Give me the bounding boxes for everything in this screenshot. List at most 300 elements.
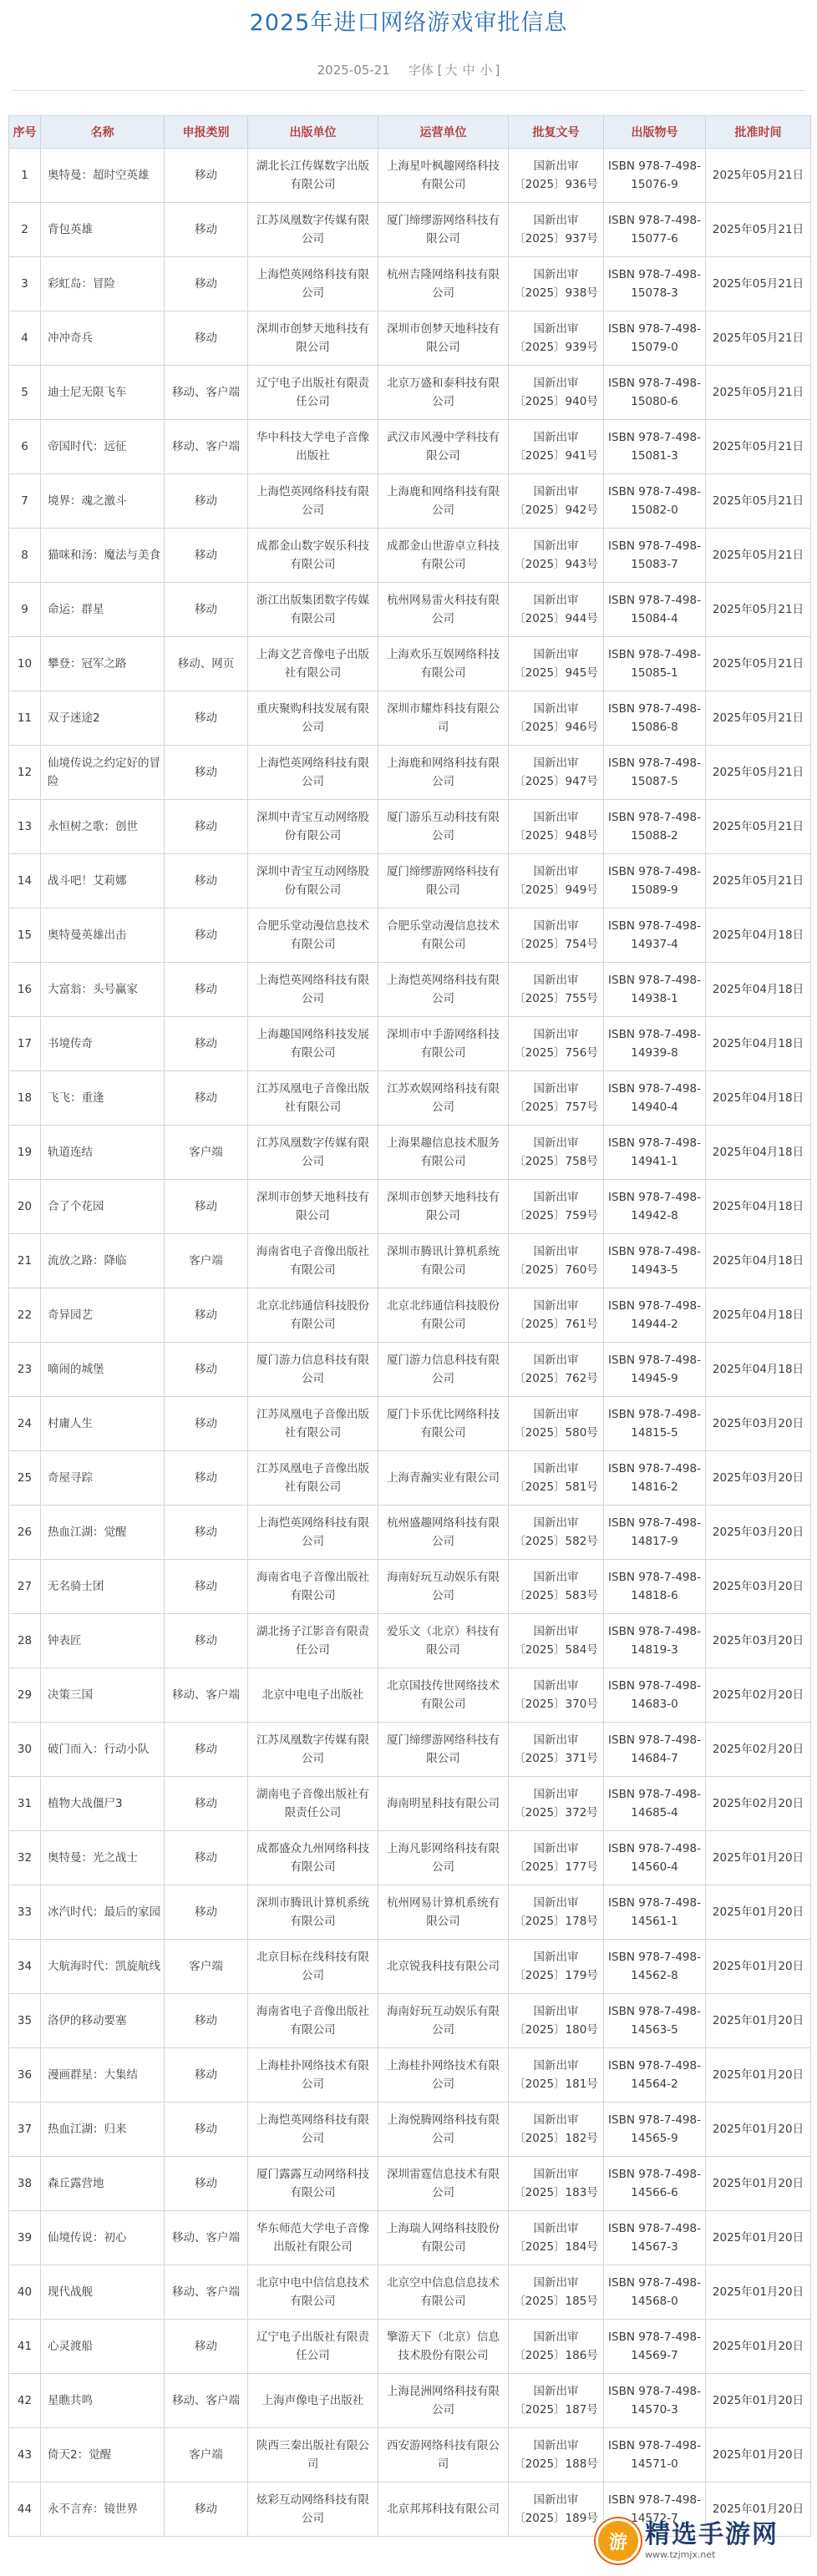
cell-approval-date: 2025年02月20日 (706, 1723, 811, 1777)
cell-name: 现代战舰 (41, 2265, 165, 2320)
cell-name: 植物大战僵尸3 (41, 1777, 165, 1831)
table-row (9, 311, 811, 366)
table-row (9, 691, 811, 746)
cell-approval-no: 国新出审〔2025〕189号 (509, 2482, 604, 2537)
cell-approval-no: 国新出审〔2025〕947号 (509, 746, 604, 800)
cell-isbn: ISBN 978-7-498-14568-0 (604, 2265, 706, 2320)
cell-category: 移动 (165, 203, 248, 257)
column-header-index: 序号 (9, 116, 41, 149)
cell-approval-no: 国新出审〔2025〕940号 (509, 366, 604, 420)
cell-approval-date: 2025年03月20日 (706, 1451, 811, 1506)
cell-isbn: ISBN 978-7-498-15081-3 (604, 420, 706, 474)
table-row (9, 257, 811, 311)
table-row (9, 2320, 811, 2374)
cell-name: 奥特曼：超时空英雄 (41, 149, 165, 203)
cell-index: 12 (9, 746, 41, 800)
cell-index: 17 (9, 1017, 41, 1071)
cell-category: 移动、客户端 (165, 2211, 248, 2265)
cell-approval-date: 2025年04月18日 (706, 1071, 811, 1126)
cell-operator: 上海鹿和网络科技有限公司 (378, 746, 509, 800)
cell-category: 客户端 (165, 1126, 248, 1180)
table-row (9, 1234, 811, 1288)
site-url: www.tzjmjx.net (645, 2549, 716, 2560)
cell-name: 轨道连结 (41, 1126, 165, 1180)
cell-name: 奇异园艺 (41, 1288, 165, 1343)
cell-name: 飞飞：重逢 (41, 1071, 165, 1126)
cell-index: 37 (9, 2103, 41, 2157)
cell-approval-no: 国新出审〔2025〕370号 (509, 1668, 604, 1723)
cell-approval-no: 国新出审〔2025〕756号 (509, 1017, 604, 1071)
cell-category: 移动 (165, 2103, 248, 2157)
cell-operator: 爱乐文（北京）科技有限公司 (378, 1614, 509, 1668)
table-row (9, 1071, 811, 1126)
cell-name: 洛伊的移动要塞 (41, 1994, 165, 2048)
cell-approval-no: 国新出审〔2025〕941号 (509, 420, 604, 474)
cell-approval-no: 国新出审〔2025〕757号 (509, 1071, 604, 1126)
cell-name: 倚天2：觉醒 (41, 2428, 165, 2482)
table-row (9, 1994, 811, 2048)
cell-name: 热血江湖：归来 (41, 2103, 165, 2157)
table-row (9, 1940, 811, 1994)
table-row (9, 1831, 811, 1885)
cell-index: 29 (9, 1668, 41, 1723)
cell-isbn: ISBN 978-7-498-14816-2 (604, 1451, 706, 1506)
cell-index: 18 (9, 1071, 41, 1126)
cell-category: 移动 (165, 257, 248, 311)
cell-publisher: 华中科技大学电子音像出版社 (248, 420, 378, 474)
table-row (9, 1451, 811, 1506)
cell-publisher: 上海声像电子出版社 (248, 2374, 378, 2428)
cell-operator: 上海欢乐互娱网络科技有限公司 (378, 637, 509, 691)
cell-approval-no: 国新出审〔2025〕182号 (509, 2103, 604, 2157)
cell-index: 11 (9, 691, 41, 746)
column-header-publisher: 出版单位 (248, 116, 378, 149)
cell-approval-no: 国新出审〔2025〕762号 (509, 1343, 604, 1397)
cell-operator: 上海凡影网络科技有限公司 (378, 1831, 509, 1885)
cell-publisher: 深圳中青宝互动网络股份有限公司 (248, 854, 378, 908)
cell-approval-date: 2025年01月20日 (706, 1885, 811, 1940)
cell-approval-date: 2025年05月21日 (706, 474, 811, 529)
cell-approval-no: 国新出审〔2025〕180号 (509, 1994, 604, 2048)
cell-name: 破门而入：行动小队 (41, 1723, 165, 1777)
cell-name: 迪士尼无限飞车 (41, 366, 165, 420)
cell-index: 39 (9, 2211, 41, 2265)
cell-name: 决策三国 (41, 1668, 165, 1723)
cell-category: 移动 (165, 1071, 248, 1126)
cell-approval-date: 2025年04月18日 (706, 1288, 811, 1343)
cell-isbn: ISBN 978-7-498-15079-0 (604, 311, 706, 366)
cell-approval-no: 国新出审〔2025〕759号 (509, 1180, 604, 1234)
cell-publisher: 湖北长江传媒数字出版有限公司 (248, 149, 378, 203)
cell-index: 25 (9, 1451, 41, 1506)
cell-publisher: 北京中电中信信息技术有限公司 (248, 2265, 378, 2320)
cell-category: 移动 (165, 1560, 248, 1614)
cell-name: 命运：群星 (41, 583, 165, 637)
table-row (9, 529, 811, 583)
cell-index: 30 (9, 1723, 41, 1777)
cell-approval-date: 2025年04月18日 (706, 1126, 811, 1180)
table-row (9, 854, 811, 908)
cell-index: 34 (9, 1940, 41, 1994)
cell-isbn: ISBN 978-7-498-15085-1 (604, 637, 706, 691)
cell-index: 28 (9, 1614, 41, 1668)
cell-index: 21 (9, 1234, 41, 1288)
cell-publisher: 海南省电子音像出版社有限公司 (248, 1994, 378, 2048)
cell-publisher: 上海恺英网络科技有限公司 (248, 1506, 378, 1560)
font-size-large-link[interactable]: 大 (444, 63, 458, 78)
table-row (9, 2211, 811, 2265)
cell-category: 移动 (165, 1288, 248, 1343)
cell-approval-date: 2025年03月20日 (706, 1614, 811, 1668)
table-row (9, 149, 811, 203)
cell-isbn: ISBN 978-7-498-15086-8 (604, 691, 706, 746)
cell-publisher: 辽宁电子出版社有限责任公司 (248, 366, 378, 420)
cell-publisher: 炫彩互动网络科技有限公司 (248, 2482, 378, 2537)
cell-approval-no: 国新出审〔2025〕177号 (509, 1831, 604, 1885)
cell-category: 移动 (165, 1017, 248, 1071)
cell-publisher: 江苏凤凰电子音像出版社有限公司 (248, 1071, 378, 1126)
cell-publisher: 成都金山数字娱乐科技有限公司 (248, 529, 378, 583)
cell-name: 仙境传说之约定好的冒险 (41, 746, 165, 800)
cell-approval-no: 国新出审〔2025〕179号 (509, 1940, 604, 1994)
cell-name: 永恒树之歌：创世 (41, 800, 165, 854)
cell-publisher: 上海恺英网络科技有限公司 (248, 963, 378, 1017)
site-watermark (598, 2517, 807, 2565)
table-row (9, 474, 811, 529)
table-row (9, 2157, 811, 2211)
cell-category: 移动 (165, 1506, 248, 1560)
cell-publisher: 深圳市创梦天地科技有限公司 (248, 1180, 378, 1234)
cell-operator: 厦门卡乐优比网络科技有限公司 (378, 1397, 509, 1451)
cell-category: 移动 (165, 854, 248, 908)
table-row (9, 1723, 811, 1777)
cell-isbn: ISBN 978-7-498-15088-2 (604, 800, 706, 854)
cell-isbn: ISBN 978-7-498-14683-0 (604, 1668, 706, 1723)
cell-index: 16 (9, 963, 41, 1017)
cell-index: 7 (9, 474, 41, 529)
cell-name: 大富翁：头号赢家 (41, 963, 165, 1017)
table-row (9, 1017, 811, 1071)
table-row (9, 2428, 811, 2482)
cell-approval-no: 国新出审〔2025〕937号 (509, 203, 604, 257)
table-row (9, 1343, 811, 1397)
cell-publisher: 江苏凤凰电子音像出版社有限公司 (248, 1451, 378, 1506)
column-header-approval-no: 批复文号 (509, 116, 604, 149)
cell-operator: 上海悦腾网络科技有限公司 (378, 2103, 509, 2157)
cell-approval-date: 2025年01月20日 (706, 2428, 811, 2482)
cell-publisher: 重庆聚购科技发展有限公司 (248, 691, 378, 746)
cell-operator: 合肥乐堂动漫信息技术有限公司 (378, 908, 509, 963)
cell-name: 大航海时代：凯旋航线 (41, 1940, 165, 1994)
cell-approval-no: 国新出审〔2025〕948号 (509, 800, 604, 854)
cell-approval-date: 2025年05月21日 (706, 203, 811, 257)
cell-category: 移动 (165, 474, 248, 529)
cell-publisher: 华东师范大学电子音像出版社有限公司 (248, 2211, 378, 2265)
cell-publisher: 北京目标在线科技有限公司 (248, 1940, 378, 1994)
cell-operator: 海南好玩互动娱乐有限公司 (378, 1994, 509, 2048)
cell-operator: 深圳市腾讯计算机系统有限公司 (378, 1234, 509, 1288)
cell-isbn: ISBN 978-7-498-14564-2 (604, 2048, 706, 2103)
article-meta: 2025-05-21 字体 [ 大 中 小 ] (317, 63, 500, 78)
cell-approval-no: 国新出审〔2025〕944号 (509, 583, 604, 637)
cell-operator: 深圳市耀炸科技有限公司 (378, 691, 509, 746)
cell-operator: 擎游天下（北京）信息技术股份有限公司 (378, 2320, 509, 2374)
cell-approval-date: 2025年01月20日 (706, 2157, 811, 2211)
cell-operator: 上海星叶枫趣网络科技有限公司 (378, 149, 509, 203)
cell-approval-date: 2025年01月20日 (706, 2374, 811, 2428)
cell-operator: 厦门缔缪游网络科技有限公司 (378, 854, 509, 908)
cell-publisher: 上海恺英网络科技有限公司 (248, 474, 378, 529)
cell-approval-date: 2025年05月21日 (706, 746, 811, 800)
cell-publisher: 海南省电子音像出版社有限公司 (248, 1560, 378, 1614)
cell-operator: 上海果趣信息技术服务有限公司 (378, 1126, 509, 1180)
cell-index: 3 (9, 257, 41, 311)
cell-approval-no: 国新出审〔2025〕181号 (509, 2048, 604, 2103)
cell-index: 1 (9, 149, 41, 203)
cell-publisher: 湖南电子音像出版社有限责任公司 (248, 1777, 378, 1831)
cell-operator: 深圳市创梦天地科技有限公司 (378, 311, 509, 366)
table-row (9, 1397, 811, 1451)
cell-index: 32 (9, 1831, 41, 1885)
table-header-row (9, 116, 811, 149)
column-header-operator: 运营单位 (378, 116, 509, 149)
cell-category: 移动 (165, 2048, 248, 2103)
cell-publisher: 上海趣国网络科技发展有限公司 (248, 1017, 378, 1071)
cell-approval-no: 国新出审〔2025〕939号 (509, 311, 604, 366)
cell-category: 移动、客户端 (165, 420, 248, 474)
cell-approval-date: 2025年05月21日 (706, 800, 811, 854)
cell-index: 22 (9, 1288, 41, 1343)
cell-approval-date: 2025年05月21日 (706, 420, 811, 474)
cell-isbn: ISBN 978-7-498-14945-9 (604, 1343, 706, 1397)
site-name: 精选手游网 (645, 2520, 779, 2549)
cell-category: 移动 (165, 908, 248, 963)
table-body (9, 149, 811, 2537)
cell-isbn: ISBN 978-7-498-14943-5 (604, 1234, 706, 1288)
cell-operator: 成都金山世游卓立科技有限公司 (378, 529, 509, 583)
cell-name: 彩虹岛：冒险 (41, 257, 165, 311)
cell-index: 20 (9, 1180, 41, 1234)
cell-category: 移动 (165, 1614, 248, 1668)
cell-approval-date: 2025年05月21日 (706, 366, 811, 420)
table-row (9, 746, 811, 800)
cell-operator: 厦门缔缪游网络科技有限公司 (378, 203, 509, 257)
table-row (9, 963, 811, 1017)
cell-index: 9 (9, 583, 41, 637)
cell-approval-date: 2025年04月18日 (706, 1180, 811, 1234)
cell-approval-date: 2025年03月20日 (706, 1560, 811, 1614)
cell-approval-no: 国新出审〔2025〕372号 (509, 1777, 604, 1831)
site-logo: 游 (598, 2521, 638, 2561)
cell-publisher: 深圳市腾讯计算机系统有限公司 (248, 1885, 378, 1940)
cell-index: 14 (9, 854, 41, 908)
cell-category: 移动 (165, 311, 248, 366)
cell-index: 26 (9, 1506, 41, 1560)
cell-operator: 北京国技传世网络技术有限公司 (378, 1668, 509, 1723)
cell-name: 星瞧共鸣 (41, 2374, 165, 2428)
cell-approval-no: 国新出审〔2025〕371号 (509, 1723, 604, 1777)
cell-index: 44 (9, 2482, 41, 2537)
cell-approval-date: 2025年05月21日 (706, 854, 811, 908)
cell-name: 双子迷途2 (41, 691, 165, 746)
cell-approval-date: 2025年01月20日 (706, 1831, 811, 1885)
cell-name: 漫画群星：大集结 (41, 2048, 165, 2103)
cell-operator: 武汉市风漫中学科技有限公司 (378, 420, 509, 474)
cell-approval-date: 2025年04月18日 (706, 1017, 811, 1071)
cell-isbn: ISBN 978-7-498-14815-5 (604, 1397, 706, 1451)
cell-approval-date: 2025年05月21日 (706, 583, 811, 637)
cell-isbn: ISBN 978-7-498-14565-9 (604, 2103, 706, 2157)
cell-index: 42 (9, 2374, 41, 2428)
cell-approval-no: 国新出审〔2025〕946号 (509, 691, 604, 746)
cell-approval-no: 国新出审〔2025〕583号 (509, 1560, 604, 1614)
cell-approval-date: 2025年01月20日 (706, 2048, 811, 2103)
cell-name: 钟表匠 (41, 1614, 165, 1668)
cell-isbn: ISBN 978-7-498-14819-3 (604, 1614, 706, 1668)
cell-isbn: ISBN 978-7-498-14944-2 (604, 1288, 706, 1343)
cell-category: 移动 (165, 1831, 248, 1885)
table-row (9, 1126, 811, 1180)
cell-name: 无名骑士团 (41, 1560, 165, 1614)
cell-category: 移动 (165, 2482, 248, 2537)
cell-operator: 北京锐我科技有限公司 (378, 1940, 509, 1994)
table-row (9, 1668, 811, 1723)
table-row (9, 1506, 811, 1560)
cell-index: 19 (9, 1126, 41, 1180)
cell-category: 移动 (165, 583, 248, 637)
cell-category: 客户端 (165, 2428, 248, 2482)
cell-isbn: ISBN 978-7-498-14569-7 (604, 2320, 706, 2374)
cell-operator: 厦门缔缪游网络科技有限公司 (378, 1723, 509, 1777)
cell-index: 13 (9, 800, 41, 854)
cell-publisher: 海南省电子音像出版社有限公司 (248, 1234, 378, 1288)
cell-approval-no: 国新出审〔2025〕943号 (509, 529, 604, 583)
cell-publisher: 湖北扬子江影音有限责任公司 (248, 1614, 378, 1668)
cell-approval-date: 2025年03月20日 (706, 1397, 811, 1451)
cell-index: 4 (9, 311, 41, 366)
cell-name: 合了个花园 (41, 1180, 165, 1234)
cell-approval-date: 2025年01月20日 (706, 1940, 811, 1994)
cell-isbn: ISBN 978-7-498-15089-9 (604, 854, 706, 908)
table-row (9, 800, 811, 854)
cell-index: 2 (9, 203, 41, 257)
cell-isbn: ISBN 978-7-498-14571-0 (604, 2428, 706, 2482)
cell-publisher: 上海桂扑网络技术有限公司 (248, 2048, 378, 2103)
cell-isbn: ISBN 978-7-498-14942-8 (604, 1180, 706, 1234)
cell-category: 移动、客户端 (165, 2374, 248, 2428)
cell-isbn: ISBN 978-7-498-15087-5 (604, 746, 706, 800)
cell-isbn: ISBN 978-7-498-15082-0 (604, 474, 706, 529)
cell-category: 移动 (165, 691, 248, 746)
column-header-name: 名称 (41, 116, 165, 149)
cell-index: 24 (9, 1397, 41, 1451)
cell-approval-date: 2025年01月20日 (706, 2103, 811, 2157)
cell-index: 38 (9, 2157, 41, 2211)
cell-approval-no: 国新出审〔2025〕188号 (509, 2428, 604, 2482)
cell-category: 移动 (165, 963, 248, 1017)
cell-name: 背包英雄 (41, 203, 165, 257)
table-row (9, 420, 811, 474)
cell-approval-no: 国新出审〔2025〕936号 (509, 149, 604, 203)
cell-operator: 西安游网络科技有限公司 (378, 2428, 509, 2482)
cell-operator: 北京空中信息信息技术有限公司 (378, 2265, 509, 2320)
cell-index: 5 (9, 366, 41, 420)
page-title: 2025年进口网络游戏审批信息 (249, 10, 568, 36)
cell-isbn: ISBN 978-7-498-15080-6 (604, 366, 706, 420)
table-row (9, 1560, 811, 1614)
table-row (9, 1288, 811, 1343)
cell-approval-date: 2025年05月21日 (706, 529, 811, 583)
cell-category: 移动、网页 (165, 637, 248, 691)
cell-publisher: 深圳中青宝互动网络股份有限公司 (248, 800, 378, 854)
table-row (9, 203, 811, 257)
cell-approval-date: 2025年03月20日 (706, 1506, 811, 1560)
cell-index: 15 (9, 908, 41, 963)
cell-category: 移动 (165, 1180, 248, 1234)
cell-category: 移动、客户端 (165, 2265, 248, 2320)
cell-approval-no: 国新出审〔2025〕761号 (509, 1288, 604, 1343)
table-row (9, 1180, 811, 1234)
cell-isbn: ISBN 978-7-498-15078-3 (604, 257, 706, 311)
cell-name: 奇屋寻踪 (41, 1451, 165, 1506)
cell-approval-no: 国新出审〔2025〕183号 (509, 2157, 604, 2211)
cell-approval-date: 2025年04月18日 (706, 963, 811, 1017)
cell-isbn: ISBN 978-7-498-14560-4 (604, 1831, 706, 1885)
cell-category: 移动、客户端 (165, 1668, 248, 1723)
cell-index: 33 (9, 1885, 41, 1940)
cell-publisher: 合肥乐堂动漫信息技术有限公司 (248, 908, 378, 963)
publish-date: 2025-05-21 (317, 63, 390, 78)
cell-index: 36 (9, 2048, 41, 2103)
cell-category: 移动、客户端 (165, 366, 248, 420)
table-row (9, 2048, 811, 2103)
cell-approval-date: 2025年05月21日 (706, 149, 811, 203)
cell-isbn: ISBN 978-7-498-14937-4 (604, 908, 706, 963)
table-row (9, 2103, 811, 2157)
cell-approval-no: 国新出审〔2025〕945号 (509, 637, 604, 691)
cell-operator: 上海桂扑网络技术有限公司 (378, 2048, 509, 2103)
cell-approval-no: 国新出审〔2025〕582号 (509, 1506, 604, 1560)
cell-operator: 杭州盛趣网络科技有限公司 (378, 1506, 509, 1560)
cell-category: 移动 (165, 2320, 248, 2374)
divider (12, 90, 805, 91)
cell-publisher: 江苏凤凰数字传媒有限公司 (248, 1126, 378, 1180)
cell-index: 10 (9, 637, 41, 691)
cell-isbn: ISBN 978-7-498-15077-6 (604, 203, 706, 257)
table-row (9, 1614, 811, 1668)
cell-publisher: 上海文艺音像电子出版社有限公司 (248, 637, 378, 691)
font-size-medium-link[interactable]: 中 (462, 63, 475, 78)
cell-publisher: 陕西三秦出版社有限公司 (248, 2428, 378, 2482)
cell-approval-no: 国新出审〔2025〕580号 (509, 1397, 604, 1451)
cell-approval-no: 国新出审〔2025〕942号 (509, 474, 604, 529)
font-size-small-link[interactable]: 小 (480, 63, 493, 78)
cell-category: 移动 (165, 1451, 248, 1506)
cell-isbn: ISBN 978-7-498-14685-4 (604, 1777, 706, 1831)
cell-operator: 上海青瀚实业有限公司 (378, 1451, 509, 1506)
cell-index: 27 (9, 1560, 41, 1614)
cell-name: 热血江湖：觉醒 (41, 1506, 165, 1560)
cell-operator: 江苏欢娱网络科技有限公司 (378, 1071, 509, 1126)
cell-operator: 深圳市中手游网络科技有限公司 (378, 1017, 509, 1071)
cell-publisher: 江苏凤凰数字传媒有限公司 (248, 1723, 378, 1777)
cell-category: 移动 (165, 529, 248, 583)
cell-approval-date: 2025年05月21日 (706, 257, 811, 311)
cell-operator: 上海昆洲网络科技有限公司 (378, 2374, 509, 2428)
cell-category: 移动 (165, 2157, 248, 2211)
cell-name: 战斗吧！艾莉娜 (41, 854, 165, 908)
cell-operator: 上海恺英网络科技有限公司 (378, 963, 509, 1017)
